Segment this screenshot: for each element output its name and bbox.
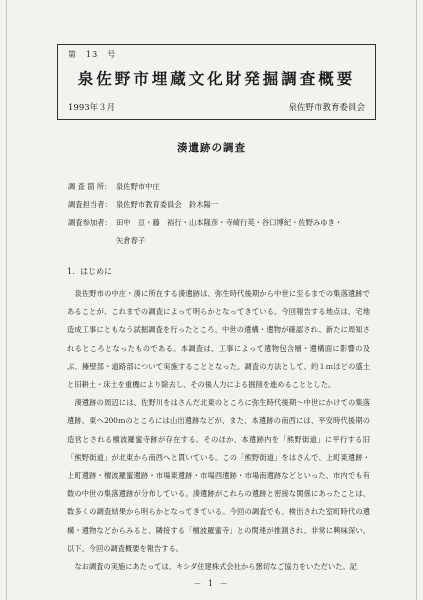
publication-date: 1993年３月 [68, 103, 116, 113]
publisher: 泉佐野市教育委員会 [288, 103, 365, 113]
meta-label: 調査担当者： [68, 200, 112, 209]
article-title: 湊遺跡の調査 [177, 142, 246, 154]
meta-label: 調 査 箇 所： [68, 182, 112, 191]
page-edge-left [6, 0, 7, 600]
meta-row-participants [68, 214, 342, 232]
report-title: 泉佐野市埋蔵文化財発掘調査概要 [77, 69, 356, 88]
page-number: － 1 － [193, 579, 230, 588]
meta-value: 泉佐野市中庄 [116, 182, 160, 191]
paragraph: なお調査の実施にあたっては、キシダ住建株式会社から懇切なご協力をいただいた。記 [74, 562, 357, 572]
meta-row-location [68, 178, 342, 196]
issue-number: 第 13 号 [68, 50, 117, 59]
page-edge-right [416, 0, 417, 600]
meta-value: 泉佐野市教育委員会 鈴木陽一 [116, 200, 219, 209]
body-text [67, 285, 370, 576]
meta-label: 調査参加者： [68, 218, 112, 227]
paragraph: 泉佐野市の中庄・湊に所在する湊遺跡は、弥生時代後期から中世に至るまでの集落遺跡であることが、これまでの調査によって明らかとなってきている。今回報告する地点は、宅地造成工事にともなう試掘調査を行ったところ、中世の遺構・遺物が確認され、新たに周知されるところとなったものである。本調査は、工事によって遺物包含層・遺構面に影響の及ぶ、擁壁部・道路部について実施することとなった。調査の方法として、約１ｍほどの盛土と旧耕土・床土を重機により除去し、その後人力による掘削を進めることとした。 [67, 289, 370, 390]
meta-row-supervisor [68, 196, 342, 214]
section-heading: 1．はじめに [67, 267, 113, 276]
survey-meta [68, 178, 342, 250]
report-header-box [57, 44, 376, 120]
meta-row-participants-cont: 矢倉春子 [116, 236, 146, 245]
paragraph: 湊遺跡の周辺には、佐野川をはさんだ北東のところに弥生時代後期～中世にかけての集落遺跡、東へ200ｍのところには山出遺跡などが、また、本遺跡の南西には、平安時代後期の造営とされる檀波羅蜜寺跡が存在する。そのほか、本遺跡内を「熊野街道」に平行する旧「熊野街道」が北東から南西へと貫いている。この「熊野街道」をはさんで、上町東遺跡・上町遺跡・檀波羅蜜遺跡・市場東遺跡・市場西遺跡・市場南遺跡などといった、市内でも有数の中世の集落遺跡が分布している。湊遺跡がこれらの遺跡と密接な関係にあったことは、数多くの調査結果から明らかとなってきている。今回の調査でも、検出された室町時代の遺構・遺物などからみると、隣接する「檀波羅蜜寺」との関連が推測され、非常に興味深い。以下、今回の調査概要を報告する。 [67, 398, 370, 553]
meta-value: 田中 亘・藤 裕行・山本隆彦・寺崎行英・谷口博紀・佐野みゆき・ [116, 218, 343, 227]
